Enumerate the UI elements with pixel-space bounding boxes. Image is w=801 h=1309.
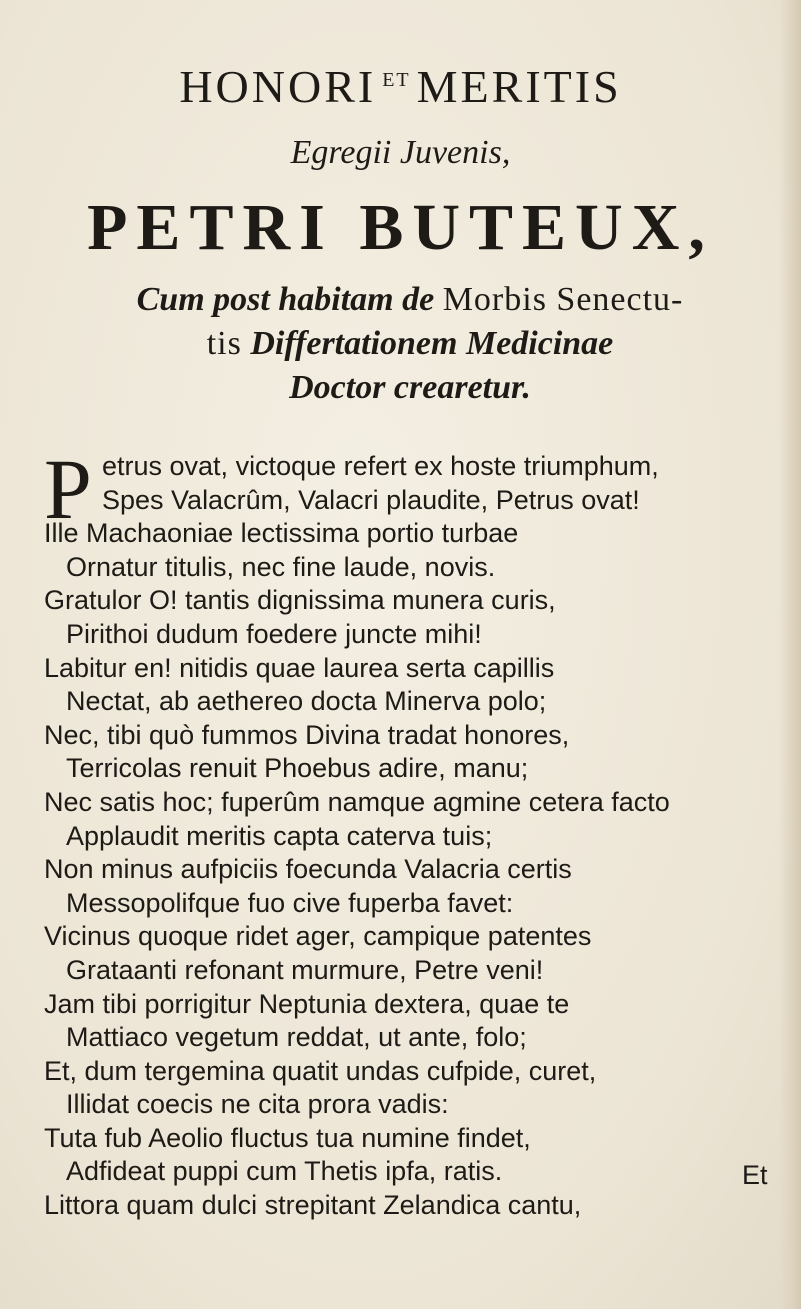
poem-line: Littora quam dulci strepitant Zelandica cantu,	[44, 1190, 582, 1221]
dedication-subtitle	[100, 278, 720, 410]
poem-line: Nec satis hoc; fuperûm namque agmine cetera facto	[44, 786, 670, 817]
poem-line: Ornatur titulis, nec fine laude, novis.	[66, 551, 496, 582]
catchword: Et	[742, 1160, 768, 1190]
subtitle-part-2: Morbis Senectu-	[442, 281, 684, 318]
poem-line: Tuta fub Aeolio fluctus tua numine findet,	[44, 1122, 531, 1153]
poem-line: Grataanti refonant murmure, Petre veni!	[66, 954, 544, 985]
subtitle-part-4: Differtationem Medicinae	[250, 325, 614, 362]
poem-line: Adfideat puppi cum Thetis ipfa, ratis.	[66, 1156, 503, 1187]
heading-egregii-juvenis: Egregii Juvenis,	[290, 134, 511, 171]
heading-word-et: ET	[382, 69, 411, 91]
poem-line: Applaudit meritis capta caterva tuis;	[66, 820, 493, 851]
poem-line: Spes Valacrûm, Valacri plaudite, Petrus ovat!	[102, 484, 640, 515]
poem-line: Non minus aufpiciis foecunda Valacria certis	[44, 854, 572, 885]
heading-word-honori: HONORI	[179, 61, 377, 112]
poem-line: Vicinus quoque ridet ager, campique patentes	[44, 921, 592, 952]
poem-line: Mattiaco vegetum reddat, ut ante, folo;	[66, 1022, 527, 1053]
heading-petri-buteux: PETRI BUTEUX,	[87, 191, 714, 264]
subtitle-part-5: Doctor crearetur.	[289, 369, 531, 406]
poem-line: Jam tibi porrigitur Neptunia dextera, quae te	[44, 988, 570, 1019]
poem-line: Nectat, ab aethereo docta Minerva polo;	[66, 686, 547, 717]
subtitle-part-3: tis	[206, 325, 242, 362]
poem-line: Ille Machaoniae lectissima portio turbae	[44, 518, 519, 549]
subtitle-part-1: Cum post habitam de	[136, 281, 435, 318]
poem-body	[44, 441, 784, 1223]
poem-line: Nec, tibi quò fummos Divina tradat honores,	[44, 719, 570, 750]
heading-word-meritis: MERITIS	[416, 61, 622, 112]
poem-line: Terricolas renuit Phoebus adire, manu;	[66, 753, 529, 784]
poem-line: etrus ovat, victoque refert ex hoste triumphum,	[102, 451, 659, 481]
poem-line: Messopolifque fuo cive fuperba favet:	[66, 887, 514, 918]
poem-line: Gratulor O! tantis dignissima munera curis,	[44, 585, 556, 616]
drop-cap: P	[44, 441, 92, 537]
poem-line: Pirithoi dudum foedere juncte mihi!	[66, 618, 482, 649]
poem-line: Illidat coecis ne cita prora vadis:	[66, 1089, 449, 1120]
poem-line: Labitur en! nitidis quae laurea serta capillis	[44, 652, 555, 683]
heading-honori-et-meritis	[0, 60, 801, 113]
poem-line: Et, dum tergemina quatit undas cufpide, curet,	[44, 1055, 597, 1086]
